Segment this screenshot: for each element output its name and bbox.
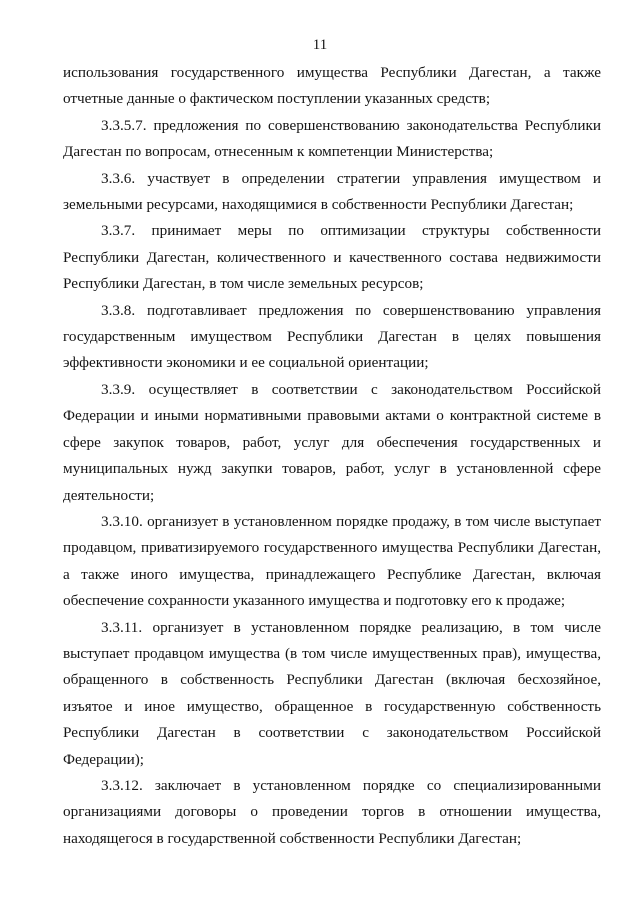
paragraph-3-3-6: 3.3.6. участвует в определении стратегии управления имуществом и земельными ресурсами, находящимися в собственности Республики Дагестан; [63, 169, 601, 214]
paragraph-3-3-10: 3.3.10. организует в установленном порядке продажу, в том числе выступает продавцом, приватизируемого государственного имущества Республики Дагестан, а также иного имущества, принадлежащего Республике Дагестан, включая обеспечение сохранности указанного имущества и подготовку его к продаже; [63, 512, 601, 610]
paragraph-3-3-8: 3.3.8. подготавливает предложения по совершенствованию управления государственным имуществом Республики Дагестан в целях повышения эффективности экономики и ее социальной ориентации; [63, 301, 601, 372]
page-number: 11 [312, 37, 328, 53]
paragraph-3-3-12: 3.3.12. заключает в установленном порядке со специализированными организациями договоры о проведении торгов в отношении имущества, находящегося в государственной собственности Республики Дагестан; [63, 776, 601, 847]
paragraph-continuation: использования государственного имущества Республики Дагестан, а также отчетные данные о фактическом поступлении указанных средств; [63, 64, 601, 108]
document-body [63, 60, 601, 852]
paragraph-3-3-11: 3.3.11. организует в установленном порядке реализацию, в том числе выступает продавцом имущества (в том числе имущественных прав), имущества, обращенного в собственность Республики Дагестан (включая бесхозяйное, изъятое и иное имущество, обращенное в государственную собственность Республики Дагестан в соответствии с законодательством Российской Федерации); [63, 618, 601, 768]
paragraph-3-3-5-7: 3.3.5.7. предложения по совершенствованию законодательства Республики Дагестан по вопросам, отнесенным к компетенции Министерства; [63, 116, 601, 161]
paragraph-3-3-7: 3.3.7. принимает меры по оптимизации структуры собственности Республики Дагестан, количественного и качественного состава недвижимости Республики Дагестан, в том числе земельных ресурсов; [63, 222, 601, 293]
paragraph-3-3-9: 3.3.9. осуществляет в соответствии с законодательством Российской Федерации и иными нормативными правовыми актами о контрактной системе в сфере закупок товаров, работ, услуг для обеспечения государственных и муниципальных нужд закупки товаров, работ, услуг в установленной сфере деятельности; [63, 380, 601, 504]
